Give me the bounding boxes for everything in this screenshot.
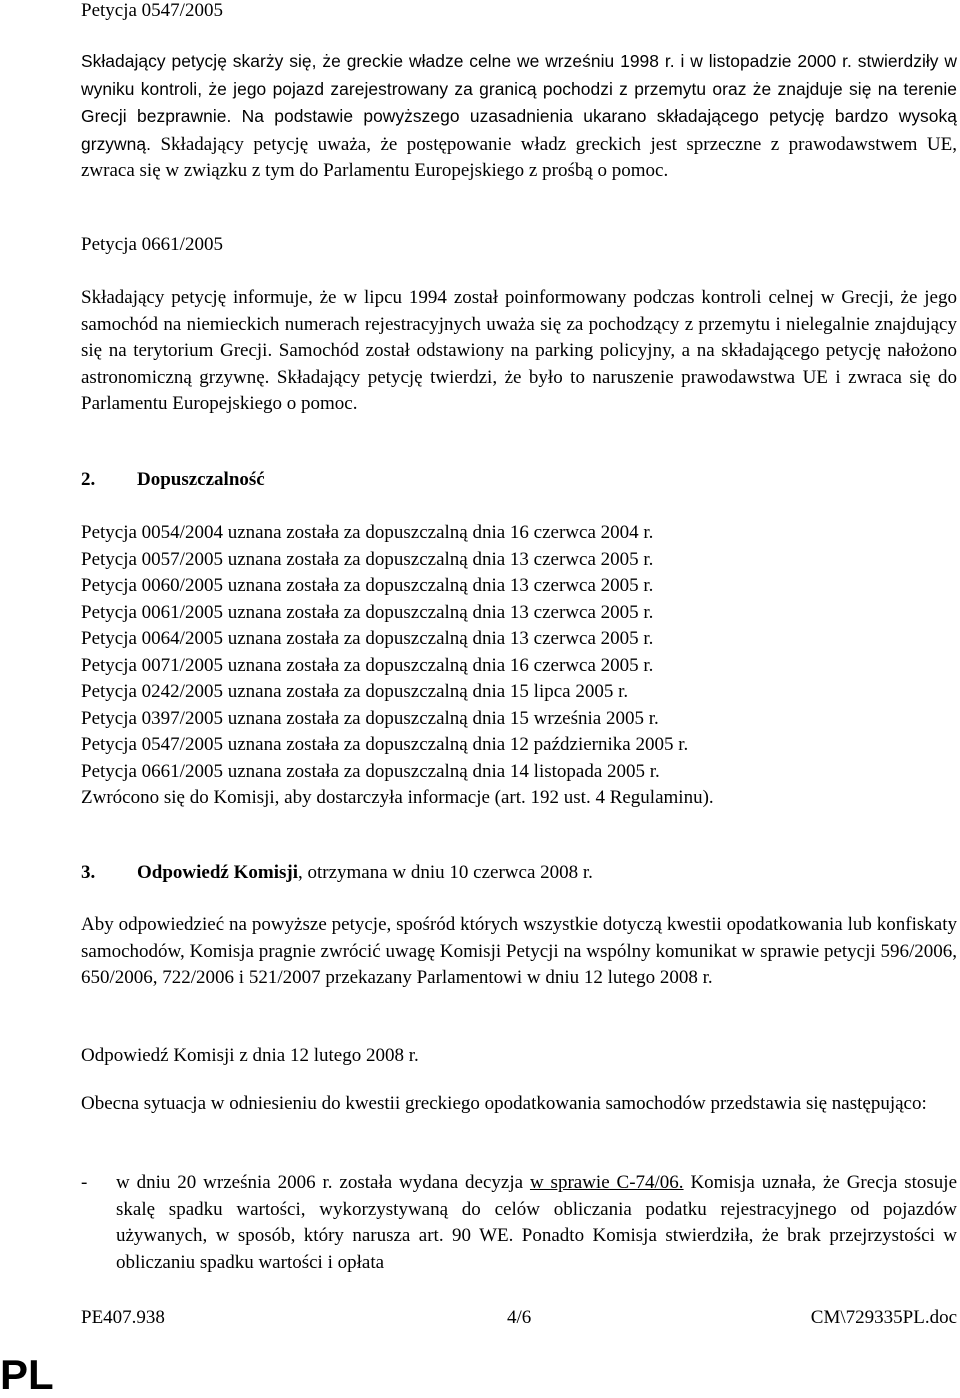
petition-0547-text-part-b: Składający petycję uważa, że postępowanie władz greckich jest sprzeczne z prawodawstwem UE, zwraca się w związku z tym do Parlamentu Europejskiego z prośbą o pomoc. [81,133,957,181]
admissibility-item: Petycja 0057/2005 uznana została za dopuszczalną dnia 13 czerwca 2005 r. [81,548,654,570]
footer-document-name: CM\729335PL.doc [810,1307,957,1328]
reply-date: Odpowiedź Komisji z dnia 12 lutego 2008 r. [81,1045,419,1066]
situation-intro-text: Obecna sytuacja w odniesieniu do kwestii greckiego opodatkowania samochodów przedstawia się następująco: [81,1093,927,1114]
section-3-title: Odpowiedź Komisji [137,862,298,883]
section-3-heading [81,860,957,887]
admissibility-item: Petycja 0054/2004 uznana została za dopuszczalną dnia 16 czerwca 2004 r. [81,522,654,543]
admissibility-item: Petycja 0061/2005 uznana została za dopuszczalną dnia 13 czerwca 2005 r. [81,601,654,623]
admissibility-item: Petycja 0547/2005 uznana została za dopuszczalną dnia 12 października 2005 r. [81,734,689,755]
bullet-text [116,1170,957,1276]
admissibility-item: Petycja 0242/2005 uznana została za dopuszczalną dnia 15 lipca 2005 r. [81,681,629,702]
bullet-text-after: Komisja uznała, że Grecja stosuje skalę spadku wartości, wykorzystywaną do celów obliczania podatku rejestracyjnego od pojazdów używanych, w sposób, który narusza art. 90 WE. Ponadto Komisja stwierdziła, że brak przejrzystości w obliczaniu spadku wartości i opłata [116,1172,958,1273]
admissibility-note: Zwrócono się do Komisji, aby dostarczyła informacje (art. 192 ust. 4 Regulaminu). [81,787,714,808]
commission-intro-text: Aby odpowiedzieć na powyższe petycje, spośród których wszystkie dotyczą kwestii opodatkowania lub konfiskaty samochodów, Komisja pragnie zwrócić uwagę Komisji Petycji na wspólny komunikat w sprawie petycji 596/2006, 650/2006, 722/2006 i 521/2007 przekazany Parlamentowi w dniu 12 lutego 2008 r. [81,914,957,988]
section-2-title: Dopuszczalność [137,469,265,490]
footer-reference: PE407.938 [81,1307,165,1328]
petition-0661-text: Składający petycję informuje, że w lipcu 1994 został poinformowany podczas kontroli celnej w Grecji, że jego samochód na niemieckich numerach rejestracyjnych uważa się za pochodzący z przemytu i nielegalnie znajdujący się na terytorium Grecji. Samochód został odstawiony na parking policyjny, a na składającego petycję nałożono astronomiczną grzywnę. Składający petycję twierdzi, że było to naruszenie prawodawstwa UE i zwraca się do Parlamentu Europejskiego o pomoc. [81,287,957,414]
bullet-dash: - [81,1172,88,1193]
section-3-suffix: , otrzymana w dniu 10 czerwca 2008 r. [297,862,593,883]
bullet-text-before: w dniu 20 września 2006 r. została wydana decyzja [116,1172,530,1193]
bullet-item [81,1170,957,1276]
footer-page-number: 4/6 [507,1307,532,1328]
admissibility-item: Petycja 0071/2005 uznana została za dopuszczalną dnia 16 czerwca 2005 r. [81,654,654,676]
petition-0661-title: Petycja 0661/2005 [81,234,223,255]
petition-0547-title: Petycja 0547/2005 [81,0,223,21]
case-reference-link[interactable]: w sprawie C-74/06. [529,1172,684,1193]
petition-0547-text-part-a: Składający petycję skarży się, że greckie władze celne we wrześniu 1998 r. i w listopadzie 2000 r. stwierdziły w wyniku kontroli, że jego pojazd zarejestrowany za granicą pochodzi z przemytu oraz że znajduje się na terenie Grecji bezprawnie. Na podstawie powyższego uzasadnienia ukarano składającego petycję bardzo wysoką grzywną. [81,51,957,154]
section-3-number: 3. [81,862,96,883]
admissibility-item: Petycja 0064/2005 uznana została za dopuszczalną dnia 13 czerwca 2005 r. [81,628,654,649]
admissibility-list [81,520,957,812]
section-2-number: 2. [81,469,96,490]
section-2-heading [81,467,957,494]
admissibility-item: Petycja 0661/2005 uznana została za dopuszczalną dnia 14 listopada 2005 r. [81,760,660,782]
petition-0547-text [81,48,957,185]
admissibility-item: Petycja 0397/2005 uznana została za dopuszczalną dnia 15 września 2005 r. [81,707,659,729]
page-footer [81,1305,957,1331]
admissibility-item: Petycja 0060/2005 uznana została za dopuszczalną dnia 13 czerwca 2005 r. [81,575,654,596]
language-code: PL [0,1351,54,1398]
